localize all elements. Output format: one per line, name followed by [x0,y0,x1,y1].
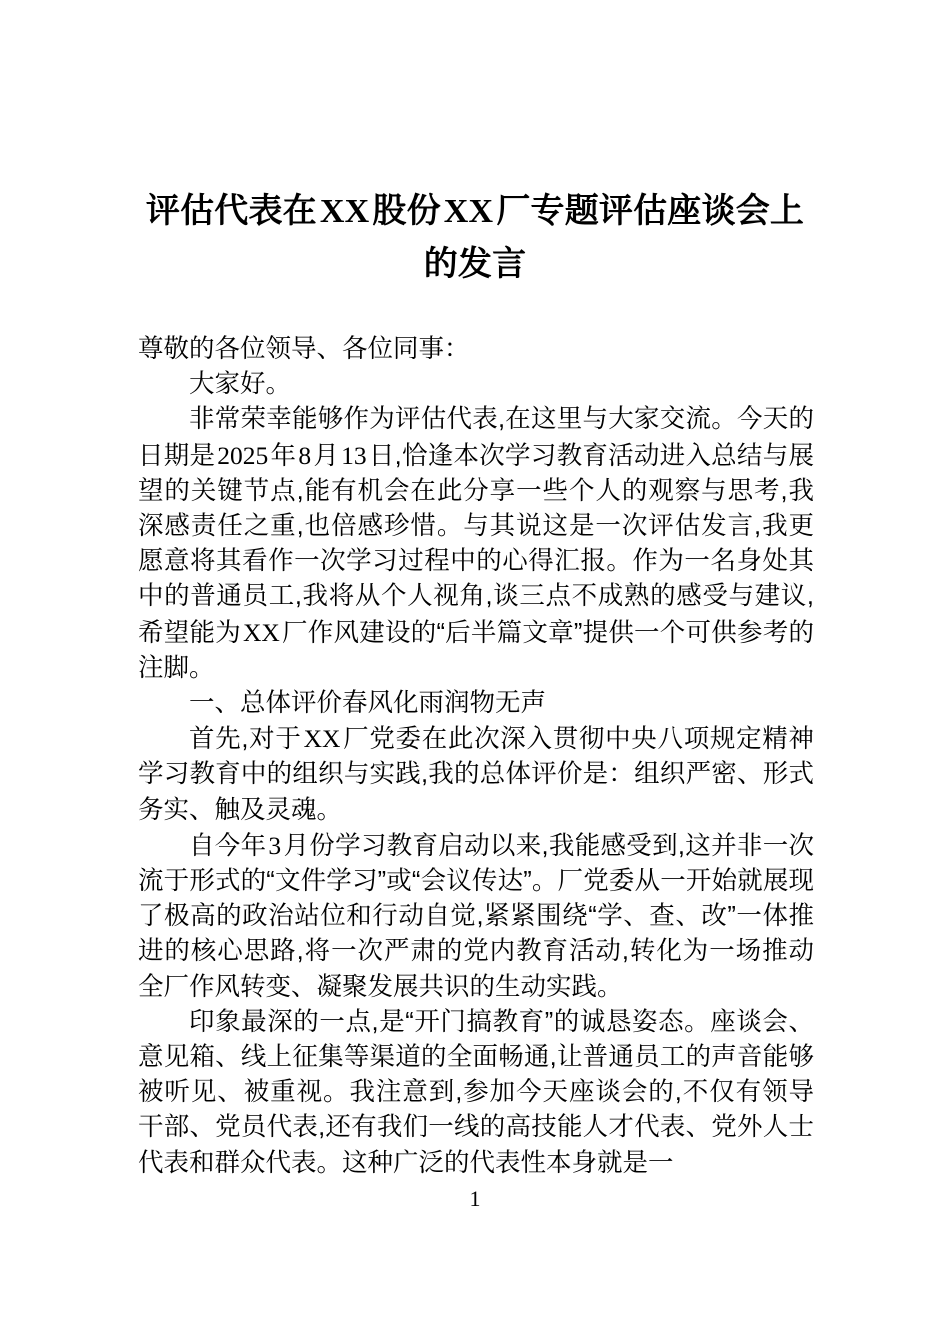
title-mid: 股份 [372,191,441,230]
speech-year: 2025 [217,440,269,470]
greeting-line: 大家好。 [189,370,292,399]
title-line-two: 上的发言 [423,191,805,283]
first-text-2: 厂党委在此次深入贯彻中央八项规定精神学习教育中的组织与实践,我的总体评价是：组织严密、形式务实、触及灵魂。 [138,725,814,824]
salutation-line: 尊敬的各位领导、各位同事： [138,335,470,363]
opening-text-2: 年 [270,441,297,470]
speech-month: 8 [298,440,312,470]
since-text-2: 月份学习教育启动以来,我能感受到,这并非一次流于形式的“文件学习”或“会议传达”。厂党委从一开始就展现了极高的政治站位和行动自觉,紧紧围绕“学、查、改”一体推进的核心思路,将一次严肃的党内教育活动,转化为一场推动全厂作风转变、凝聚发展共识的生动实践。 [138,831,814,1001]
opening-text-4: 日,恰逢本次学习教育活动进入总结与展望的关键节点,能有机会在此分享一些个人的观察与思考,我深感责任之重,也倍感珍惜。与其说这是一次评估发言,我更愿意将其看作一次学习过程中的心得汇报。作为一名身处其中的普通员工,我将从个人视角,谈三点不成熟的感受与建议,希望能为 [138,441,814,647]
title-latin-placeholder-2: XX [443,192,494,230]
opening-text-3: 月 [313,441,340,470]
first-latin-placeholder: XX [303,724,341,754]
paragraph-impression: 印象最深的一点,是“开门搞教育”的诚恳姿态。座谈会、意见箱、线上征集等渠道的全面畅通,让普通员工的声音能够被听见、被重视。我注意到,参加今天座谈会的,不仅有领导干部、党员代表,还有我们一线的高技能人才代表、党外人士代表和群众代表。这种广泛的代表性本身就是一 [138,1007,814,1177]
section-heading-1: 一、总体评价春风化雨润物无声 [189,689,547,718]
opening-text-5: 厂作风建设的“后半篇文章”提供一个可供参考的注脚。 [138,618,814,682]
title-latin-placeholder-1: XX [319,192,370,230]
page-number: 1 [469,1186,481,1211]
opening-text-1: 非常荣幸能够作为评估代表,在这里与大家交流。今天的日期是 [138,405,814,470]
title-suffix: 厂专题评估座谈会 [496,191,770,230]
paragraph-since-march [138,828,814,1005]
speech-day: 13 [341,440,367,470]
since-text-1: 自今年 [189,831,267,860]
page-title [138,185,812,291]
first-text-1: 首先,对于 [189,725,302,754]
paragraph-opening [138,402,814,686]
title-prefix: 评估代表在 [145,191,317,230]
document-body [138,332,814,1181]
paragraph-first-evaluation [138,721,814,828]
since-month: 3 [268,830,282,860]
opening-latin-placeholder: XX [242,617,280,647]
